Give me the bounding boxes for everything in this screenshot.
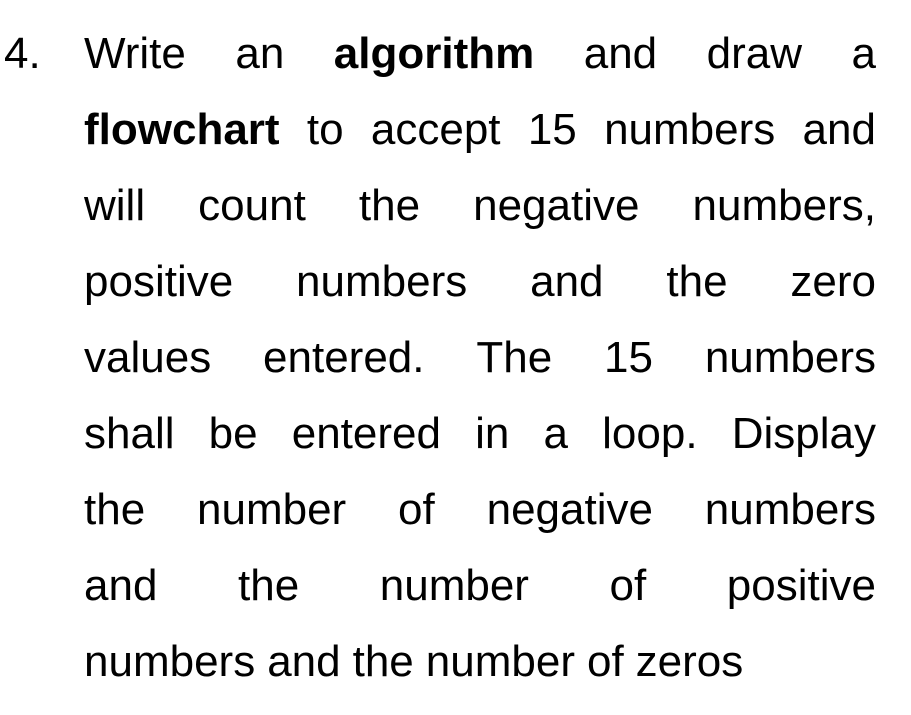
word: Write <box>84 29 186 78</box>
word: the <box>666 257 728 306</box>
word: positive <box>726 561 876 610</box>
word: number <box>197 485 347 534</box>
word: of <box>586 637 624 686</box>
word: and <box>84 561 158 610</box>
word: loop. <box>602 409 698 458</box>
word: number <box>379 561 529 610</box>
text-line <box>84 396 876 472</box>
word: of <box>609 561 647 610</box>
word: entered. <box>263 333 425 382</box>
text-line <box>84 548 876 624</box>
word: to <box>306 105 344 154</box>
word: accept <box>370 105 501 154</box>
text-line <box>84 472 876 548</box>
word: of <box>398 485 435 534</box>
word: in <box>475 409 510 458</box>
word: numbers <box>296 257 468 306</box>
word: 15 <box>527 105 577 154</box>
word: and <box>530 257 604 306</box>
word: and <box>583 29 658 78</box>
word: and <box>267 637 341 686</box>
word: shall <box>84 409 175 458</box>
word: numbers <box>704 333 876 382</box>
word: positive <box>84 257 234 306</box>
text-line <box>84 320 876 396</box>
word: an <box>235 29 285 78</box>
word: 15 <box>604 333 653 382</box>
word: draw <box>706 29 802 78</box>
text-line <box>84 16 876 92</box>
word: a <box>851 29 876 78</box>
keyword-algorithm: algorithm <box>333 29 535 78</box>
word: the <box>84 485 146 534</box>
word: and <box>802 105 876 154</box>
word: the <box>352 637 414 686</box>
question-text <box>84 16 876 700</box>
word: The <box>476 333 553 382</box>
word: a <box>543 409 568 458</box>
text-line <box>84 624 876 700</box>
word: numbers <box>704 485 876 534</box>
word: values <box>84 333 212 382</box>
keyword-flowchart: flowchart <box>84 105 280 154</box>
word: count <box>198 181 306 230</box>
word: be <box>208 409 258 458</box>
word: zeros <box>635 637 744 686</box>
word: numbers, <box>692 181 876 230</box>
word: negative <box>486 485 653 534</box>
word: the <box>358 181 421 230</box>
word: numbers <box>84 637 256 686</box>
word: zero <box>790 257 876 306</box>
word: will <box>84 181 146 230</box>
word: number <box>425 637 575 686</box>
word: numbers <box>604 105 776 154</box>
word: entered <box>291 409 441 458</box>
text-line <box>84 244 876 320</box>
word: negative <box>473 181 640 230</box>
text-line <box>84 168 876 244</box>
word: the <box>238 561 300 610</box>
word: Display <box>731 409 876 458</box>
text-line <box>84 92 876 168</box>
question-number: 4. <box>4 29 41 78</box>
